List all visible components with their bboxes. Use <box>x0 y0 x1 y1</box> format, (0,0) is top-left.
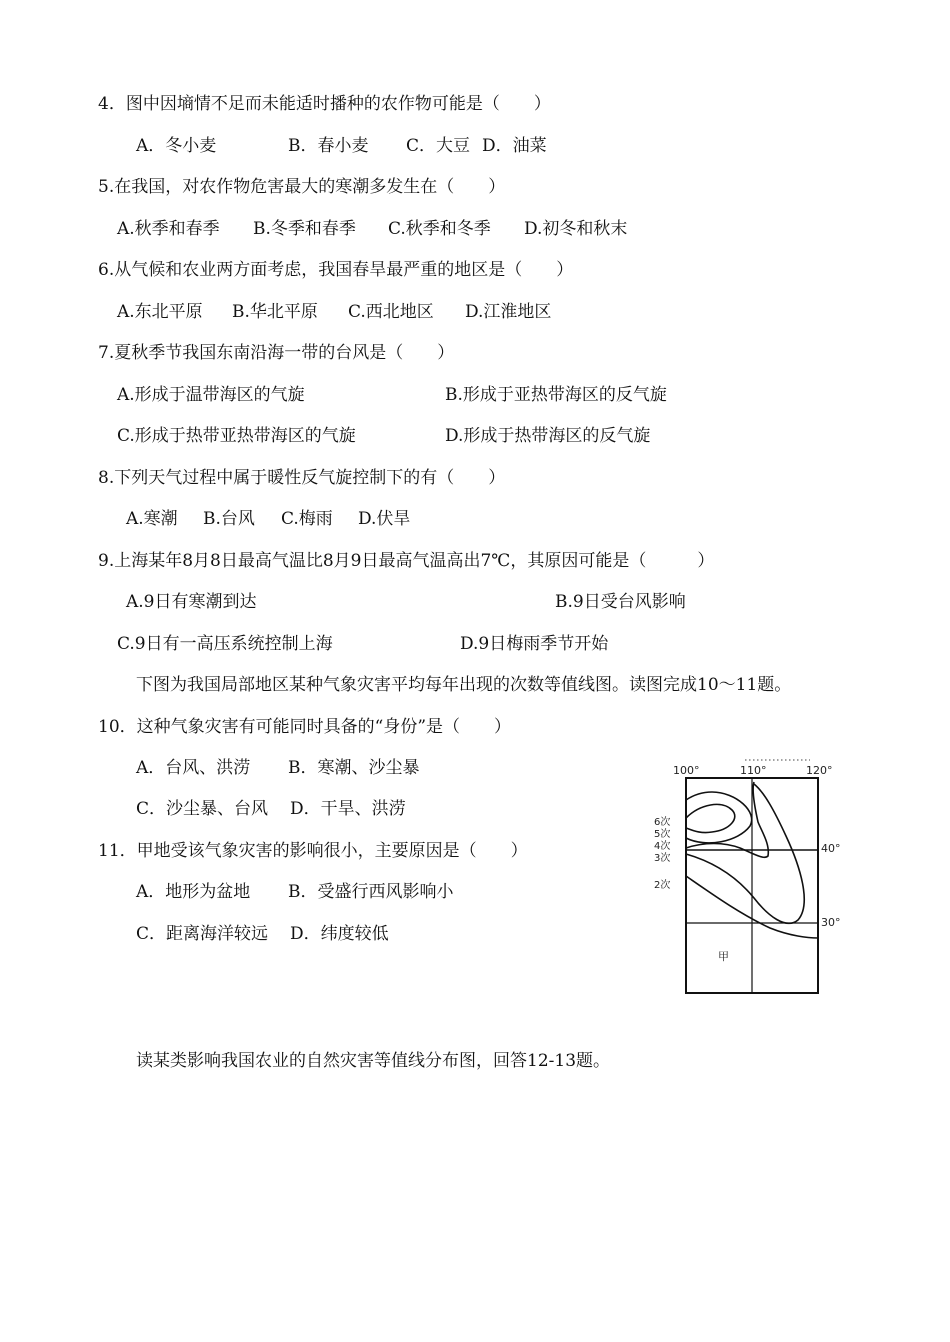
question-7-option-b: B.形成于亚热带海区的反气旋 <box>445 385 667 405</box>
isoline-map-figure <box>640 752 870 1002</box>
question-9-option-a: A.9日有寒潮到达 <box>126 592 257 612</box>
question-7-stem: 7.夏秋季节我国东南沿海一带的台风是（ ） <box>98 343 455 363</box>
question-4-option-a: A．冬小麦 <box>136 136 217 156</box>
question-9-option-d: D.9日梅雨季节开始 <box>460 634 609 654</box>
question-5-option-b: B.冬季和春季 <box>253 219 356 239</box>
question-8-option-d: D.伏旱 <box>358 509 411 529</box>
question-8-option-b: B.台风 <box>203 509 255 529</box>
map-lon-100: 100° <box>673 764 700 777</box>
map-lat-30: 30° <box>821 916 841 929</box>
isoline-label-5: 5次 <box>654 829 671 840</box>
question-5-option-c: C.秋季和冬季 <box>388 219 491 239</box>
isoline-label-2: 2次 <box>654 880 671 891</box>
map-lat-40: 40° <box>821 842 841 855</box>
map-lon-120: 120° <box>806 764 833 777</box>
question-9-option-b: B.9日受台风影响 <box>555 592 686 612</box>
question-11-stem: 11．甲地受该气象灾害的影响很小，主要原因是（ ） <box>98 841 528 861</box>
question-10-option-c: C．沙尘暴、台风 <box>136 799 269 819</box>
question-11-option-d: D．纬度较低 <box>290 924 389 944</box>
question-7-option-c: C.形成于热带亚热带海区的气旋 <box>117 426 356 446</box>
question-5-option-a: A.秋季和春季 <box>117 219 220 239</box>
question-9-stem: 9.上海某年8月8日最高气温比8月9日最高气温高出7℃，其原因可能是（ ） <box>98 551 715 571</box>
question-4-stem: 4．图中因墒情不足而未能适时播种的农作物可能是（ ） <box>98 94 551 114</box>
question-7-option-d: D.形成于热带海区的反气旋 <box>445 426 651 446</box>
question-6-option-d: D.江淮地区 <box>465 302 552 322</box>
question-6-stem: 6.从气候和农业两方面考虑，我国春旱最严重的地区是（ ） <box>98 260 574 280</box>
question-11-option-b: B．受盛行西风影响小 <box>288 882 454 902</box>
question-8-option-c: C.梅雨 <box>281 509 333 529</box>
question-11-option-c: C．距离海洋较远 <box>136 924 269 944</box>
question-6-option-a: A.东北平原 <box>117 302 203 322</box>
intro-questions-10-11: 下图为我国局部地区某种气象灾害平均每年出现的次数等值线图。读图完成10～11题。 <box>136 675 792 695</box>
question-11-option-a: A．地形为盆地 <box>136 882 251 902</box>
map-lon-110: 110° <box>740 764 767 777</box>
map-place-jia: 甲 <box>718 950 729 963</box>
question-10-option-d: D．干旱、洪涝 <box>290 799 406 819</box>
isoline-label-4: 4次 <box>654 841 671 852</box>
question-8-option-a: A.寒潮 <box>126 509 178 529</box>
question-9-option-c: C.9日有一高压系统控制上海 <box>117 634 333 654</box>
question-8-stem: 8.下列天气过程中属于暖性反气旋控制下的有（ ） <box>98 468 506 488</box>
isoline-label-6: 6次 <box>654 817 671 828</box>
question-10-option-a: A．台风、洪涝 <box>136 758 251 778</box>
question-6-option-b: B.华北平原 <box>232 302 318 322</box>
question-5-stem: 5.在我国，对农作物危害最大的寒潮多发生在（ ） <box>98 177 506 197</box>
isoline-5 <box>686 792 752 843</box>
isoline-label-3: 3次 <box>654 853 671 864</box>
isoline-6 <box>686 804 735 832</box>
question-4-option-c: C．大豆 <box>406 136 471 156</box>
question-10-option-b: B．寒潮、沙尘暴 <box>288 758 420 778</box>
question-10-stem: 10．这种气象灾害有可能同时具备的“身份”是（ ） <box>98 717 512 737</box>
question-5-option-d: D.初冬和秋末 <box>524 219 628 239</box>
question-4-option-b: B．春小麦 <box>288 136 369 156</box>
intro-questions-12-13: 读某类影响我国农业的自然灾害等值线分布图，回答12-13题。 <box>136 1051 611 1071</box>
question-6-option-c: C.西北地区 <box>348 302 434 322</box>
question-4-option-d: D．油菜 <box>482 136 547 156</box>
question-7-option-a: A.形成于温带海区的气旋 <box>117 385 305 405</box>
